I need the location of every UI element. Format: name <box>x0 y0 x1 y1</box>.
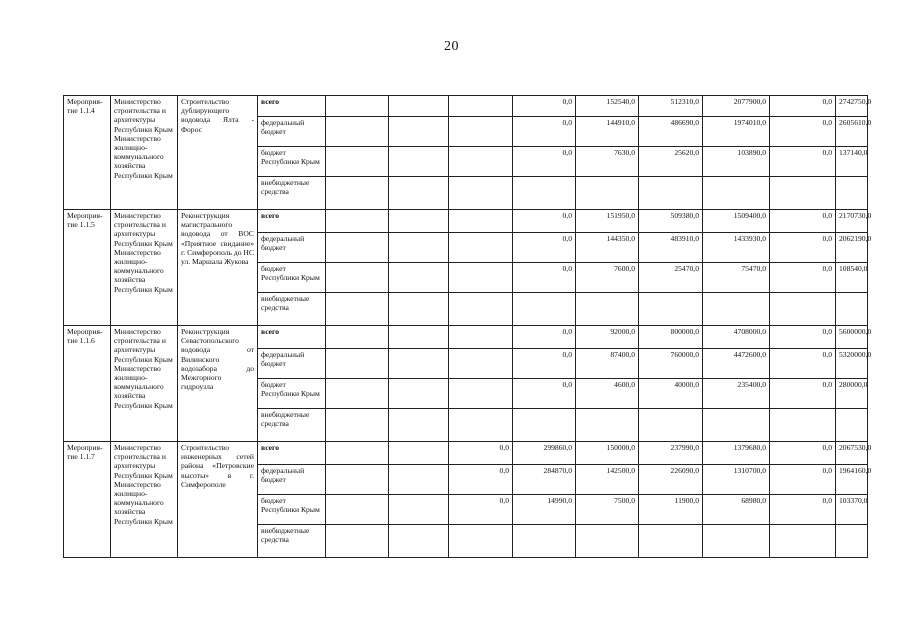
funding-source-cell: бюджет Республики Крым <box>258 147 326 177</box>
amount-cell: 509380,0 <box>639 210 703 233</box>
amount-cell <box>449 525 513 558</box>
amount-cell <box>389 233 449 263</box>
amount-cell: 5320000,0 <box>836 349 868 379</box>
amount-cell <box>449 379 513 409</box>
amount-cell: 0,0 <box>513 96 576 117</box>
amount-cell <box>639 293 703 326</box>
amount-cell <box>639 409 703 442</box>
amount-cell <box>576 293 639 326</box>
funding-source-cell: внебюджетные средства <box>258 293 326 326</box>
amount-cell <box>513 177 576 210</box>
amount-cell: 4600,0 <box>576 379 639 409</box>
amount-cell: 4708000,0 <box>703 326 770 349</box>
amount-cell: 0,0 <box>770 495 836 525</box>
amount-cell: 150000,0 <box>576 442 639 465</box>
amount-cell <box>326 326 389 349</box>
executors-cell <box>111 326 178 442</box>
amount-cell: 486690,0 <box>639 117 703 147</box>
amount-cell <box>449 117 513 147</box>
amount-cell <box>836 525 868 558</box>
amount-cell <box>639 177 703 210</box>
amount-cell: 0,0 <box>513 117 576 147</box>
amount-cell <box>770 177 836 210</box>
amount-cell: 0,0 <box>449 465 513 495</box>
amount-cell: 299860,0 <box>513 442 576 465</box>
measure-cell: Мероприя-тие 1.1.5 <box>64 210 111 326</box>
amount-cell <box>389 117 449 147</box>
executor-name: Министерство строительства и архитектуры Республики Крым <box>114 211 173 248</box>
amount-cell: 0,0 <box>770 117 836 147</box>
amount-cell <box>326 495 389 525</box>
amount-cell <box>703 525 770 558</box>
amount-cell: 1379680,0 <box>703 442 770 465</box>
amount-cell: 0,0 <box>770 465 836 495</box>
amount-cell <box>326 409 389 442</box>
amount-cell: 2742750,0 <box>836 96 868 117</box>
amount-cell: 1974010,0 <box>703 117 770 147</box>
amount-cell <box>513 293 576 326</box>
funding-source-cell: всего <box>258 326 326 349</box>
amount-cell: 2062190,0 <box>836 233 868 263</box>
amount-cell <box>703 409 770 442</box>
amount-cell <box>326 117 389 147</box>
executor-name: Министерство жилищно-коммунального хозяйства Республики Крым <box>114 133 173 180</box>
measure-cell: Мероприя-тие 1.1.7 <box>64 442 111 558</box>
amount-cell <box>836 293 868 326</box>
amount-cell <box>449 409 513 442</box>
amount-cell: 1310700,0 <box>703 465 770 495</box>
amount-cell: 25470,0 <box>639 263 703 293</box>
amount-cell: 0,0 <box>513 210 576 233</box>
amount-cell <box>389 379 449 409</box>
amount-cell <box>326 210 389 233</box>
amount-cell: 7600,0 <box>576 263 639 293</box>
amount-cell: 226090,0 <box>639 465 703 495</box>
table-row <box>64 210 868 233</box>
description-cell: Реконструкция Севастопольского водовода от Вилинского водозабора до Межгорного гидроузла <box>178 326 258 442</box>
amount-cell: 0,0 <box>513 349 576 379</box>
table-row <box>64 96 868 117</box>
description-cell: Строительство дублирующего водовода Ялта - Форос <box>178 96 258 210</box>
funding-source-cell: федеральный бюджет <box>258 233 326 263</box>
amount-cell: 92000,0 <box>576 326 639 349</box>
amount-cell: 0,0 <box>770 349 836 379</box>
executor-name: Министерство жилищно-коммунального хозяйства Республики Крым <box>114 479 173 526</box>
funding-source-cell: бюджет Республики Крым <box>258 495 326 525</box>
amount-cell <box>770 293 836 326</box>
amount-cell <box>389 326 449 349</box>
amount-cell <box>389 465 449 495</box>
amount-cell: 0,0 <box>770 210 836 233</box>
amount-cell: 0,0 <box>449 495 513 525</box>
amount-cell <box>836 177 868 210</box>
amount-cell: 2077900,0 <box>703 96 770 117</box>
amount-cell <box>326 379 389 409</box>
executors-cell <box>111 442 178 558</box>
amount-cell: 68980,0 <box>703 495 770 525</box>
amount-cell <box>513 409 576 442</box>
table-row <box>64 326 868 349</box>
amount-cell <box>326 293 389 326</box>
amount-cell <box>449 210 513 233</box>
amount-cell <box>449 293 513 326</box>
amount-cell <box>326 96 389 117</box>
amount-cell: 1509400,0 <box>703 210 770 233</box>
budget-table <box>63 95 872 558</box>
amount-cell: 0,0 <box>770 326 836 349</box>
amount-cell <box>326 442 389 465</box>
measure-cell: Мероприя-тие 1.1.4 <box>64 96 111 210</box>
amount-cell <box>703 177 770 210</box>
amount-cell: 0,0 <box>513 147 576 177</box>
amount-cell <box>389 525 449 558</box>
amount-cell <box>326 525 389 558</box>
amount-cell <box>389 263 449 293</box>
amount-cell <box>389 293 449 326</box>
amount-cell: 152540,0 <box>576 96 639 117</box>
funding-source-cell: федеральный бюджет <box>258 465 326 495</box>
funding-source-cell: внебюджетные средства <box>258 525 326 558</box>
amount-cell: 40000,0 <box>639 379 703 409</box>
amount-cell: 760000,0 <box>639 349 703 379</box>
amount-cell: 284870,0 <box>513 465 576 495</box>
amount-cell: 144910,0 <box>576 117 639 147</box>
amount-cell: 108540,0 <box>836 263 868 293</box>
funding-source-cell: бюджет Республики Крым <box>258 263 326 293</box>
amount-cell <box>449 326 513 349</box>
amount-cell <box>770 409 836 442</box>
amount-cell: 0,0 <box>513 233 576 263</box>
amount-cell: 0,0 <box>449 442 513 465</box>
funding-source-cell: внебюджетные средства <box>258 177 326 210</box>
amount-cell: 4472600,0 <box>703 349 770 379</box>
amount-cell: 280000,0 <box>836 379 868 409</box>
amount-cell <box>449 177 513 210</box>
table-row <box>64 442 868 465</box>
amount-cell: 1433930,0 <box>703 233 770 263</box>
amount-cell <box>326 177 389 210</box>
amount-cell: 2170730,0 <box>836 210 868 233</box>
amount-cell: 0,0 <box>513 326 576 349</box>
amount-cell: 0,0 <box>513 379 576 409</box>
amount-cell <box>449 349 513 379</box>
amount-cell <box>449 263 513 293</box>
amount-cell: 483910,0 <box>639 233 703 263</box>
executor-name: Министерство жилищно-коммунального хозяйства Республики Крым <box>114 363 173 410</box>
amount-cell: 237990,0 <box>639 442 703 465</box>
amount-cell: 0,0 <box>770 263 836 293</box>
amount-cell: 2605610,0 <box>836 117 868 147</box>
amount-cell <box>389 177 449 210</box>
amount-cell <box>449 96 513 117</box>
amount-cell <box>449 147 513 177</box>
amount-cell: 0,0 <box>770 379 836 409</box>
amount-cell <box>703 293 770 326</box>
amount-cell: 142500,0 <box>576 465 639 495</box>
executor-name: Министерство строительства и архитектуры Республики Крым <box>114 327 173 364</box>
funding-source-cell: федеральный бюджет <box>258 349 326 379</box>
amount-cell <box>576 525 639 558</box>
amount-cell: 75470,0 <box>703 263 770 293</box>
amount-cell: 0,0 <box>770 233 836 263</box>
amount-cell: 0,0 <box>513 263 576 293</box>
funding-source-cell: бюджет Республики Крым <box>258 379 326 409</box>
funding-source-cell: внебюджетные средства <box>258 409 326 442</box>
executors-cell <box>111 96 178 210</box>
amount-cell <box>326 349 389 379</box>
funding-source-cell: всего <box>258 96 326 117</box>
amount-cell <box>576 409 639 442</box>
amount-cell <box>389 210 449 233</box>
amount-cell <box>513 525 576 558</box>
amount-cell: 235400,0 <box>703 379 770 409</box>
amount-cell: 5600000,0 <box>836 326 868 349</box>
funding-source-cell: федеральный бюджет <box>258 117 326 147</box>
amount-cell: 512310,0 <box>639 96 703 117</box>
amount-cell: 0,0 <box>770 442 836 465</box>
amount-cell <box>326 263 389 293</box>
amount-cell: 103890,0 <box>703 147 770 177</box>
amount-cell <box>326 147 389 177</box>
executor-name: Министерство жилищно-коммунального хозяйства Республики Крым <box>114 247 173 294</box>
executor-name: Министерство строительства и архитектуры Республики Крым <box>114 443 173 480</box>
amount-cell: 11900,0 <box>639 495 703 525</box>
amount-cell <box>389 147 449 177</box>
executors-cell <box>111 210 178 326</box>
amount-cell <box>326 465 389 495</box>
amount-cell <box>389 495 449 525</box>
amount-cell <box>389 409 449 442</box>
amount-cell <box>576 177 639 210</box>
amount-cell <box>389 442 449 465</box>
amount-cell: 87400,0 <box>576 349 639 379</box>
amount-cell: 137140,0 <box>836 147 868 177</box>
amount-cell <box>389 96 449 117</box>
amount-cell: 7630,0 <box>576 147 639 177</box>
amount-cell: 2067530,0 <box>836 442 868 465</box>
amount-cell: 1964160,0 <box>836 465 868 495</box>
amount-cell: 800000,0 <box>639 326 703 349</box>
description-cell: Реконструкция магистрального водовода от ВОС «Приятное свидание» г. Симферополь до НС ул. Маршала Жукова <box>178 210 258 326</box>
amount-cell: 25620,0 <box>639 147 703 177</box>
page-number: 20 <box>444 39 459 54</box>
amount-cell <box>639 525 703 558</box>
amount-cell: 151950,0 <box>576 210 639 233</box>
funding-source-cell: всего <box>258 210 326 233</box>
executor-name: Министерство строительства и архитектуры Республики Крым <box>114 97 173 134</box>
amount-cell <box>389 349 449 379</box>
funding-source-cell: всего <box>258 442 326 465</box>
description-cell: Строительство инженерных сетей района «Петровские высоты» в г. Симферополе <box>178 442 258 558</box>
amount-cell <box>326 233 389 263</box>
amount-cell: 144350,0 <box>576 233 639 263</box>
amount-cell: 103370,0 <box>836 495 868 525</box>
amount-cell: 14990,0 <box>513 495 576 525</box>
amount-cell: 7500,0 <box>576 495 639 525</box>
amount-cell: 0,0 <box>770 147 836 177</box>
amount-cell <box>770 525 836 558</box>
amount-cell <box>836 409 868 442</box>
amount-cell <box>449 233 513 263</box>
measure-cell: Мероприя-тие 1.1.6 <box>64 326 111 442</box>
amount-cell: 0,0 <box>770 96 836 117</box>
